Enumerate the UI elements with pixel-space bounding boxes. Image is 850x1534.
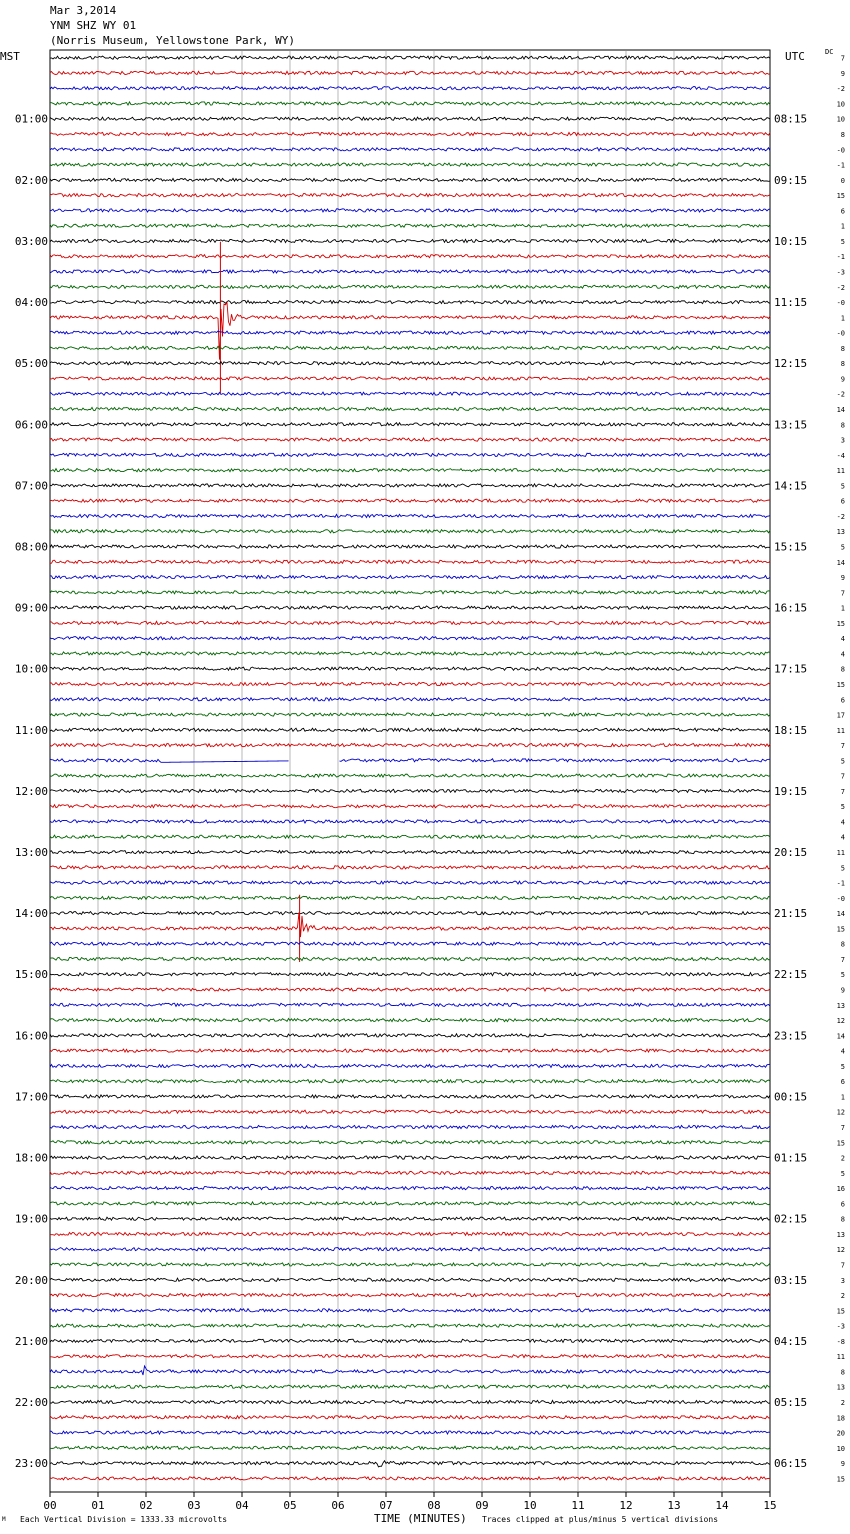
- seismic-trace: [50, 743, 770, 746]
- seismic-trace: [50, 407, 770, 410]
- seismic-trace: [50, 346, 770, 349]
- seismic-trace: [50, 1309, 770, 1312]
- x-tick-label: 15: [763, 1499, 777, 1512]
- seismic-trace: [50, 575, 770, 578]
- seismic-trace: [50, 484, 770, 487]
- mst-hour-label: 06:00: [14, 418, 48, 432]
- dc-offset-label: -0: [836, 299, 845, 308]
- seismic-trace: [50, 1156, 770, 1159]
- seismic-trace: [50, 453, 770, 456]
- seismic-trace: [50, 71, 770, 74]
- dc-offset-label: 4: [840, 635, 845, 644]
- seismic-trace: [50, 835, 770, 838]
- seismic-trace: [50, 820, 770, 823]
- dc-offset-label: -3: [836, 1322, 845, 1331]
- utc-hour-label: 08:15: [774, 112, 808, 126]
- dc-offset-label: 0: [840, 176, 845, 185]
- dc-offset-label: 11: [836, 726, 845, 735]
- dc-offset-label: 10: [836, 1444, 845, 1453]
- station-code: YNM SHZ WY 01: [50, 19, 137, 32]
- dc-offset-label: 7: [840, 54, 845, 63]
- dc-offset-label: -8: [836, 1337, 845, 1346]
- seismic-trace: [50, 438, 770, 441]
- x-tick-label: 14: [715, 1499, 729, 1512]
- seismic-trace: [50, 209, 770, 212]
- dc-title: DC: [825, 48, 834, 56]
- dc-offset-label: 7: [840, 772, 845, 781]
- seismic-trace: [50, 988, 770, 991]
- seismic-trace: [50, 805, 770, 808]
- dc-offset-label: 15: [836, 1139, 845, 1148]
- dc-offset-label: 15: [836, 925, 845, 934]
- dc-offset-label: -1: [836, 161, 845, 170]
- seismic-trace: [50, 362, 770, 365]
- seismic-trace: [50, 759, 770, 763]
- seismic-trace: [50, 102, 770, 105]
- dc-offset-label: 5: [840, 757, 845, 766]
- seismic-trace: [50, 1248, 770, 1251]
- dc-offset-label: 4: [840, 818, 845, 827]
- plot-frame: [50, 50, 770, 1492]
- dc-offset-label: 17: [836, 711, 845, 720]
- seismic-trace: [50, 560, 770, 563]
- x-tick-label: 10: [523, 1499, 537, 1512]
- dc-offset-label: -1: [836, 879, 845, 888]
- dc-offset-label: -2: [836, 283, 845, 292]
- dc-offset-label: 12: [836, 1246, 845, 1255]
- seismic-trace: [50, 224, 770, 227]
- seismic-trace: [50, 896, 770, 899]
- mst-hour-label: 21:00: [14, 1334, 48, 1348]
- seismic-trace: [50, 621, 770, 624]
- dc-offset-label: 8: [840, 360, 845, 369]
- dc-offset-label: 1: [840, 604, 845, 613]
- seismic-trace: [50, 713, 770, 716]
- seismic-trace: [50, 331, 770, 334]
- dc-offset-label: 6: [840, 696, 845, 705]
- dc-offset-label: 2: [840, 1292, 845, 1301]
- utc-hour-label: 02:15: [774, 1212, 808, 1226]
- seismic-trace: [50, 774, 770, 777]
- seismic-trace: [50, 682, 770, 685]
- seismic-trace: [50, 1278, 770, 1281]
- seismic-trace: [50, 912, 770, 915]
- seismic-trace: [50, 1355, 770, 1358]
- dc-offset-label: 6: [840, 497, 845, 506]
- dc-offset-label: 13: [836, 1383, 845, 1392]
- seismic-trace: [50, 606, 770, 609]
- scale-note: Each Vertical Division = 1333.33 microvolts: [20, 1515, 228, 1524]
- seismic-trace: [50, 1034, 770, 1037]
- dc-offset-label: 1: [840, 1093, 845, 1102]
- seismic-trace: [50, 499, 770, 502]
- seismic-trace: [50, 530, 770, 533]
- dc-offset-label: 7: [840, 1124, 845, 1132]
- dc-offset-label: -2: [836, 512, 845, 521]
- seismic-trace: [50, 1049, 770, 1052]
- dc-offset-label: -1: [836, 253, 845, 262]
- x-tick-label: 11: [571, 1499, 585, 1512]
- dc-offset-label: 4: [840, 650, 845, 659]
- seismic-trace: [50, 728, 770, 731]
- dc-offset-label: 6: [840, 1200, 845, 1209]
- utc-hour-label: 23:15: [774, 1029, 808, 1043]
- dc-offset-label: 9: [840, 574, 845, 583]
- mst-hour-label: 11:00: [14, 723, 48, 737]
- dc-offset-label: 10: [836, 115, 845, 124]
- x-tick-label: 00: [43, 1499, 57, 1512]
- dc-offset-label: 5: [840, 864, 845, 873]
- mst-hour-label: 09:00: [14, 601, 48, 615]
- seismic-trace: [50, 942, 770, 945]
- utc-hour-label: 04:15: [774, 1334, 808, 1348]
- seismic-trace: [50, 1385, 770, 1388]
- dc-offset-label: -0: [836, 329, 845, 338]
- utc-hour-label: 06:15: [774, 1457, 808, 1471]
- left-axis-title: MST: [0, 50, 20, 63]
- dc-offset-label: 13: [836, 1001, 845, 1010]
- station-location: (Norris Museum, Yellowstone Park, WY): [50, 34, 296, 47]
- seismic-trace: [50, 667, 770, 670]
- dc-offset-label: 13: [836, 528, 845, 537]
- mst-hour-label: 03:00: [14, 234, 48, 248]
- dc-offset-label: 12: [836, 1017, 845, 1026]
- utc-hour-label: 10:15: [774, 234, 808, 248]
- dc-offset-label: -3: [836, 268, 845, 277]
- dc-offset-label: 16: [836, 1185, 845, 1194]
- seismic-trace: [50, 117, 770, 120]
- dc-offset-label: 12: [836, 1108, 845, 1117]
- mst-hour-label: 14:00: [14, 907, 48, 921]
- dc-offset-label: 15: [836, 1475, 845, 1484]
- dc-offset-label: 8: [840, 131, 845, 140]
- seismic-trace: [50, 1018, 770, 1021]
- dc-offset-label: 14: [836, 406, 845, 414]
- mst-hour-label: 16:00: [14, 1029, 48, 1043]
- dc-offset-label: 14: [836, 558, 845, 567]
- seismic-trace: [50, 1324, 770, 1327]
- utc-hour-label: 15:15: [774, 540, 808, 554]
- dc-offset-label: 10: [836, 100, 845, 109]
- dc-offset-label: 4: [840, 1047, 845, 1056]
- seismic-trace: [50, 698, 770, 701]
- dc-offset-label: 20: [836, 1429, 845, 1438]
- dc-offset-label: 5: [840, 971, 845, 980]
- dc-offset-label: 9: [840, 1460, 845, 1469]
- x-tick-label: 02: [139, 1499, 153, 1512]
- utc-hour-label: 16:15: [774, 601, 808, 615]
- dc-offset-label: 8: [840, 665, 845, 674]
- seismic-trace: [50, 1064, 770, 1067]
- dc-offset-label: -4: [836, 451, 845, 460]
- dc-offset-label: 11: [836, 849, 845, 858]
- dc-offset-label: 5: [840, 803, 845, 812]
- dc-offset-label: 6: [840, 207, 845, 216]
- utc-hour-label: 00:15: [774, 1090, 808, 1104]
- dc-offset-label: 14: [836, 910, 845, 919]
- dc-offset-label: 8: [840, 421, 845, 430]
- dc-offset-label: -0: [836, 146, 845, 155]
- seismic-trace: [50, 1461, 770, 1467]
- seismic-trace: [50, 957, 770, 960]
- dc-offset-label: -0: [836, 894, 845, 903]
- dc-offset-label: 5: [840, 237, 845, 246]
- seismic-trace: [50, 514, 770, 517]
- mst-hour-label: 23:00: [14, 1457, 48, 1471]
- utc-hour-label: 13:15: [774, 418, 808, 432]
- utc-hour-label: 19:15: [774, 784, 808, 798]
- dc-offset-label: 7: [840, 589, 845, 598]
- utc-hour-label: 12:15: [774, 357, 808, 371]
- seismic-trace: [50, 1125, 770, 1128]
- utc-hour-label: 21:15: [774, 907, 808, 921]
- x-tick-label: 12: [619, 1499, 633, 1512]
- dc-offset-label: 13: [836, 1230, 845, 1239]
- seismic-trace: [50, 591, 770, 594]
- mst-hour-label: 19:00: [14, 1212, 48, 1226]
- dc-offset-label: 5: [840, 1169, 845, 1178]
- seismic-trace: [50, 239, 770, 242]
- seismic-trace: [50, 1477, 770, 1480]
- x-tick-label: 04: [235, 1499, 249, 1512]
- mst-hour-label: 08:00: [14, 540, 48, 554]
- dc-offset-label: 15: [836, 619, 845, 628]
- seismic-trace: [50, 270, 770, 273]
- seismic-trace: [50, 469, 770, 472]
- dc-offset-label: 9: [840, 986, 845, 995]
- dc-offset-label: 7: [840, 787, 845, 796]
- mst-hour-label: 18:00: [14, 1151, 48, 1165]
- seismic-trace: [50, 1232, 770, 1235]
- seismic-trace: [50, 1187, 770, 1190]
- dc-offset-label: 7: [840, 955, 845, 964]
- seismic-trace: [50, 163, 770, 166]
- utc-hour-label: 01:15: [774, 1151, 808, 1165]
- x-axis-title: TIME (MINUTES): [374, 1512, 467, 1525]
- seismic-trace: [50, 423, 770, 426]
- mst-hour-label: 20:00: [14, 1273, 48, 1287]
- seismic-trace: [50, 1171, 770, 1174]
- x-tick-label: 01: [91, 1499, 105, 1512]
- utc-hour-label: 03:15: [774, 1273, 808, 1287]
- seismic-trace: [50, 1366, 770, 1375]
- seismic-trace: [50, 392, 770, 395]
- dc-offset-label: 11: [836, 1353, 845, 1362]
- seismic-trace: [50, 1293, 770, 1296]
- corner-mark: M: [2, 1516, 6, 1523]
- seismic-trace: [50, 881, 770, 884]
- seismic-trace: [50, 789, 770, 792]
- x-tick-label: 05: [283, 1499, 297, 1512]
- dc-offset-label: 3: [840, 436, 845, 445]
- seismic-trace: [50, 285, 770, 288]
- seismic-trace: [50, 1416, 770, 1419]
- dc-offset-label: 4: [840, 833, 845, 842]
- seismic-trace: [50, 132, 770, 135]
- dc-offset-label: 8: [840, 1368, 845, 1377]
- utc-hour-label: 05:15: [774, 1395, 808, 1409]
- mst-hour-label: 05:00: [14, 357, 48, 371]
- dc-offset-label: 15: [836, 1307, 845, 1316]
- mst-hour-label: 10:00: [14, 662, 48, 676]
- dc-offset-label: 2: [840, 1154, 845, 1163]
- dc-offset-label: 15: [836, 192, 845, 201]
- seismic-trace: [50, 1217, 770, 1220]
- mst-hour-label: 04:00: [14, 296, 48, 310]
- seismic-trace: [50, 1431, 770, 1434]
- seismic-trace: [50, 1141, 770, 1144]
- x-tick-label: 03: [187, 1499, 201, 1512]
- mst-hour-label: 13:00: [14, 846, 48, 860]
- seismic-trace: [50, 1446, 770, 1449]
- mst-hour-label: 07:00: [14, 479, 48, 493]
- seismic-trace: [50, 652, 770, 655]
- seismic-trace: [50, 1202, 770, 1205]
- x-tick-label: 13: [667, 1499, 681, 1512]
- seismic-trace: [50, 194, 770, 197]
- seismic-trace: [50, 1095, 770, 1098]
- dc-offset-label: -2: [836, 85, 845, 94]
- x-tick-label: 09: [475, 1499, 489, 1512]
- seismic-trace: [50, 87, 770, 90]
- seismic-trace: [50, 56, 770, 59]
- dc-offset-label: 9: [840, 375, 845, 384]
- seismic-trace: [50, 1003, 770, 1006]
- utc-hour-label: 09:15: [774, 173, 808, 187]
- utc-hour-label: 17:15: [774, 662, 808, 676]
- dc-offset-label: 5: [840, 482, 845, 491]
- mst-hour-label: 15:00: [14, 968, 48, 982]
- dc-offset-label: 14: [836, 1032, 845, 1041]
- dc-offset-label: 1: [840, 222, 845, 231]
- dc-offset-label: 15: [836, 680, 845, 689]
- dc-offset-label: 5: [840, 543, 845, 552]
- seismic-trace: [50, 1110, 770, 1113]
- dc-offset-label: 6: [840, 1078, 845, 1087]
- seismic-trace: [50, 973, 770, 976]
- dc-offset-label: 18: [836, 1414, 845, 1423]
- seismic-trace: [50, 1263, 770, 1266]
- dc-offset-label: 8: [840, 1215, 845, 1224]
- dc-offset-label: 7: [840, 1261, 845, 1270]
- dc-offset-label: 3: [840, 1276, 845, 1285]
- x-tick-label: 06: [331, 1499, 345, 1512]
- seismic-trace: [50, 866, 770, 869]
- seismic-trace: [50, 148, 770, 151]
- seismic-trace: [50, 377, 770, 380]
- right-axis-title: UTC: [785, 50, 805, 63]
- utc-hour-label: 14:15: [774, 479, 808, 493]
- seismic-trace: [50, 255, 770, 258]
- seismic-trace: [50, 1339, 770, 1342]
- clip-note: Traces clipped at plus/minus 5 vertical divisions: [482, 1515, 719, 1524]
- mst-hour-label: 17:00: [14, 1090, 48, 1104]
- seismic-trace: [50, 300, 770, 303]
- dc-offset-label: -2: [836, 390, 845, 399]
- seismic-trace: [50, 1080, 770, 1083]
- seismic-trace: [50, 637, 770, 640]
- dc-offset-label: 8: [840, 940, 845, 949]
- dc-offset-label: 11: [836, 467, 845, 476]
- mst-hour-label: 01:00: [14, 112, 48, 126]
- mst-hour-label: 22:00: [14, 1395, 48, 1409]
- plot-date: Mar 3,2014: [50, 4, 117, 17]
- dc-offset-label: 9: [840, 69, 845, 78]
- dc-offset-label: 8: [840, 344, 845, 353]
- seismic-trace: [50, 850, 770, 853]
- utc-hour-label: 22:15: [774, 968, 808, 982]
- x-tick-label: 07: [379, 1499, 393, 1512]
- seismic-trace: [50, 1400, 770, 1403]
- mst-hour-label: 02:00: [14, 173, 48, 187]
- seismic-trace: [50, 545, 770, 548]
- dc-offset-label: 1: [840, 314, 845, 323]
- x-tick-label: 08: [427, 1499, 441, 1512]
- dc-offset-label: 2: [840, 1398, 845, 1407]
- utc-hour-label: 20:15: [774, 846, 808, 860]
- utc-hour-label: 11:15: [774, 296, 808, 310]
- seismic-trace: [50, 178, 770, 181]
- seismic-trace: [50, 912, 770, 937]
- mst-hour-label: 12:00: [14, 784, 48, 798]
- utc-hour-label: 18:15: [774, 723, 808, 737]
- dc-offset-label: 5: [840, 1062, 845, 1071]
- dc-offset-label: 7: [840, 742, 845, 751]
